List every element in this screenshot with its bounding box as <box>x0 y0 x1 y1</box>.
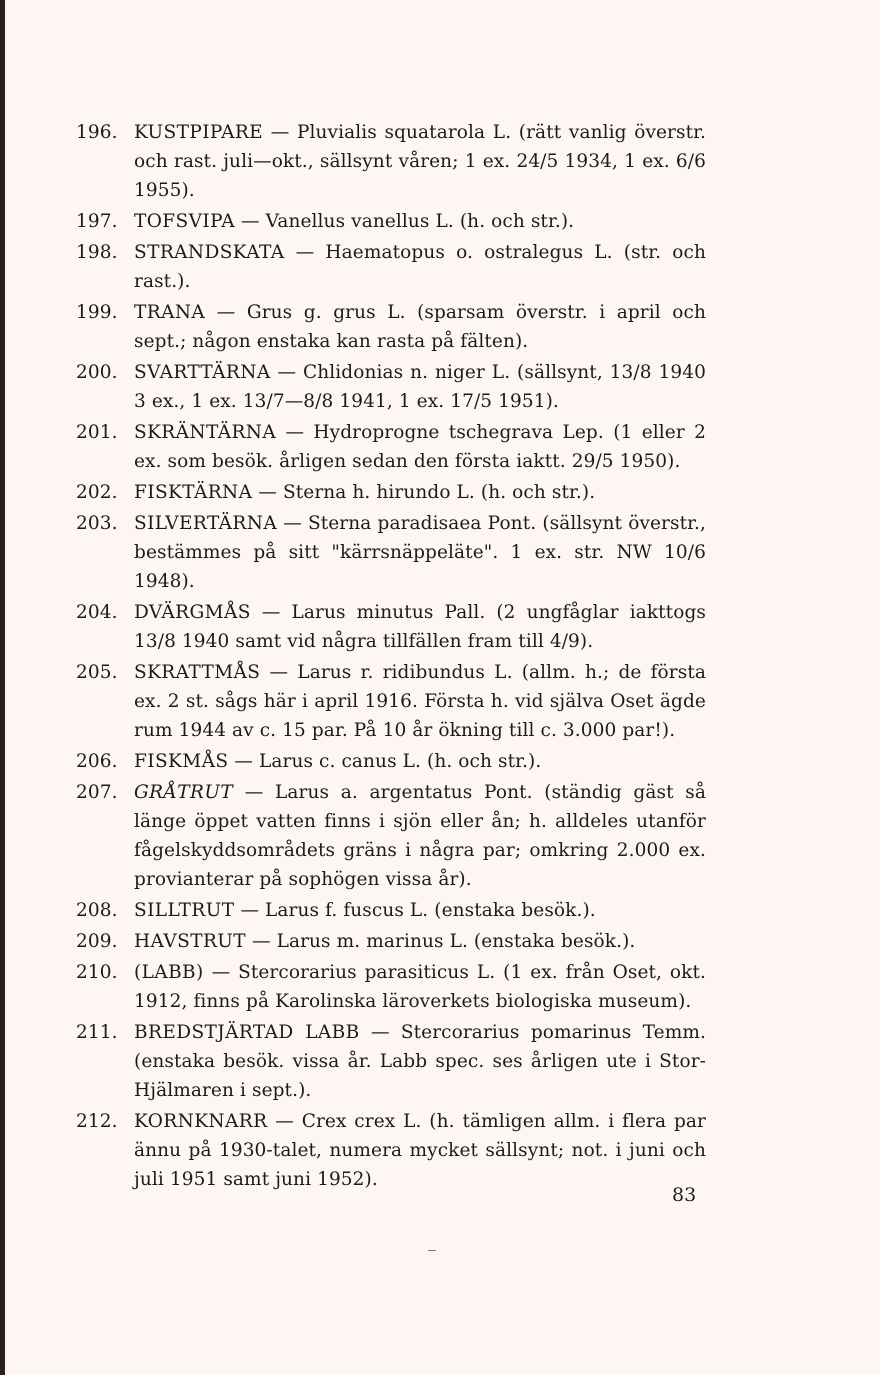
species-list <box>76 118 706 1196</box>
entry-number: 197. <box>76 211 118 232</box>
species-description: — Pluvialis squatarola L. (rätt vanlig överstr. och rast. juli—okt., sällsynt våren; 1 ex. 24/5 1934, 1 ex. 6/6 1955). <box>134 122 707 201</box>
species-description: — Vanellus vanellus L. (h. och str.). <box>240 211 575 232</box>
page-left-edge-shadow <box>0 0 5 1375</box>
species-entry <box>76 418 706 476</box>
species-description: — Larus r. ridibundus L. (allm. h.; de första ex. 2 st. sågs här i april 1916. Första h. vid själva Oset ägde rum 1944 av c. 15 par. På 10 år ökning till c. 3.000 par!). <box>134 662 706 741</box>
entry-number: 198. <box>76 242 118 263</box>
species-common-name: FISKMÅS <box>134 751 229 772</box>
species-common-name: KUSTPIPARE <box>134 122 264 143</box>
species-entry <box>76 598 706 656</box>
species-common-name: SILLTRUT <box>134 900 235 921</box>
species-common-name: SVARTTÄRNA <box>134 362 271 383</box>
species-entry <box>76 896 706 925</box>
species-description: — Larus m. marinus L. (enstaka besök.). <box>252 931 636 952</box>
entry-number: 196. <box>76 122 118 143</box>
species-entry <box>76 207 706 236</box>
species-common-name: (LABB) <box>134 962 204 983</box>
species-description: — Chlidonias n. niger L. (sällsynt, 13/8 1940 3 ex., 1 ex. 13/7—8/8 1941, 1 ex. 17/5 1951). <box>134 362 706 412</box>
entry-number: 207. <box>76 782 118 803</box>
entry-number: 206. <box>76 751 118 772</box>
species-common-name: DVÄRGMÅS <box>134 602 251 623</box>
species-entry <box>76 298 706 356</box>
species-description: — Haematopus o. ostralegus L. (str. och rast.). <box>134 242 707 292</box>
species-common-name: SKRATTMÅS <box>134 662 261 683</box>
species-description: — Hydroprogne tschegrava Lep. (1 eller 2 ex. som besök. årligen sedan den första iaktt. 29/5 1950). <box>134 422 706 472</box>
species-entry <box>76 958 706 1016</box>
species-common-name: GRÅTRUT <box>134 782 234 803</box>
species-description: — Larus c. canus L. (h. och str.). <box>234 751 542 772</box>
species-entry <box>76 747 706 776</box>
species-description: — Grus g. grus L. (sparsam överstr. i april och sept.; någon enstaka kan rasta på fälten). <box>134 302 706 352</box>
species-common-name: SILVERTÄRNA <box>134 513 278 534</box>
species-common-name: HAVSTRUT <box>134 931 247 952</box>
entry-number: 211. <box>76 1022 118 1043</box>
species-common-name: KORNKNARR <box>134 1111 268 1132</box>
entry-number: 202. <box>76 482 118 503</box>
species-entry <box>76 118 706 205</box>
species-description: — Crex crex L. (h. tämligen allm. i flera par ännu på 1930-talet, numera mycket sällsynt; not. i juni och juli 1951 samt juni 1952). <box>134 1111 706 1190</box>
species-entry <box>76 238 706 296</box>
species-common-name: STRANDSKATA <box>134 242 285 263</box>
entry-number: 199. <box>76 302 118 323</box>
species-entry <box>76 658 706 745</box>
species-entry <box>76 509 706 596</box>
species-description: — Stercorarius parasiticus L. (1 ex. från Oset, okt. 1912, finns på Karolinska läroverkets biologiska museum). <box>134 962 706 1012</box>
species-entry <box>76 778 706 894</box>
entry-number: 212. <box>76 1111 118 1132</box>
entry-number: 209. <box>76 931 118 952</box>
species-description: — Larus f. fuscus L. (enstaka besök.). <box>240 900 596 921</box>
entry-number: 201. <box>76 422 118 443</box>
species-entry <box>76 358 706 416</box>
entry-number: 210. <box>76 962 118 983</box>
entry-number: 204. <box>76 602 118 623</box>
species-description: — Larus a. argentatus Pont. (ständig gäst så länge öppet vatten finns i sjön eller ån; h. alldeles utanför fågelskyddsområdets gräns i några par; omkring 2.000 ex. provianterar på sophögen vissa år). <box>134 782 707 890</box>
entry-number: 205. <box>76 662 118 683</box>
species-common-name: SKRÄNTÄRNA <box>134 422 277 443</box>
species-common-name: TRANA <box>134 302 206 323</box>
page-number: 83 <box>672 1184 697 1206</box>
entry-number: 203. <box>76 513 118 534</box>
species-common-name: BREDSTJÄRTAD LABB <box>134 1022 360 1043</box>
species-entry <box>76 1107 706 1194</box>
entry-number: 208. <box>76 900 118 921</box>
print-mark <box>428 1250 436 1251</box>
species-entry <box>76 478 706 507</box>
species-description: — Sterna paradisaea Pont. (sällsynt överstr., bestämmes på sitt "kärrsnäppeläte". 1 ex. str. NW 10/6 1948). <box>134 513 706 592</box>
species-description: — Sterna h. hirundo L. (h. och str.). <box>258 482 596 503</box>
species-common-name: FISKTÄRNA <box>134 482 253 503</box>
species-description: — Stercorarius pomarinus Temm. (enstaka besök. vissa år. Labb spec. ses årligen ute i Stor-Hjälmaren i sept.). <box>134 1022 706 1101</box>
species-entry <box>76 927 706 956</box>
species-description: — Larus minutus Pall. (2 ungfåglar iakttogs 13/8 1940 samt vid några tillfällen fram till 4/9). <box>134 602 706 652</box>
species-entry <box>76 1018 706 1105</box>
entry-number: 200. <box>76 362 118 383</box>
species-common-name: TOFSVIPA <box>134 211 235 232</box>
